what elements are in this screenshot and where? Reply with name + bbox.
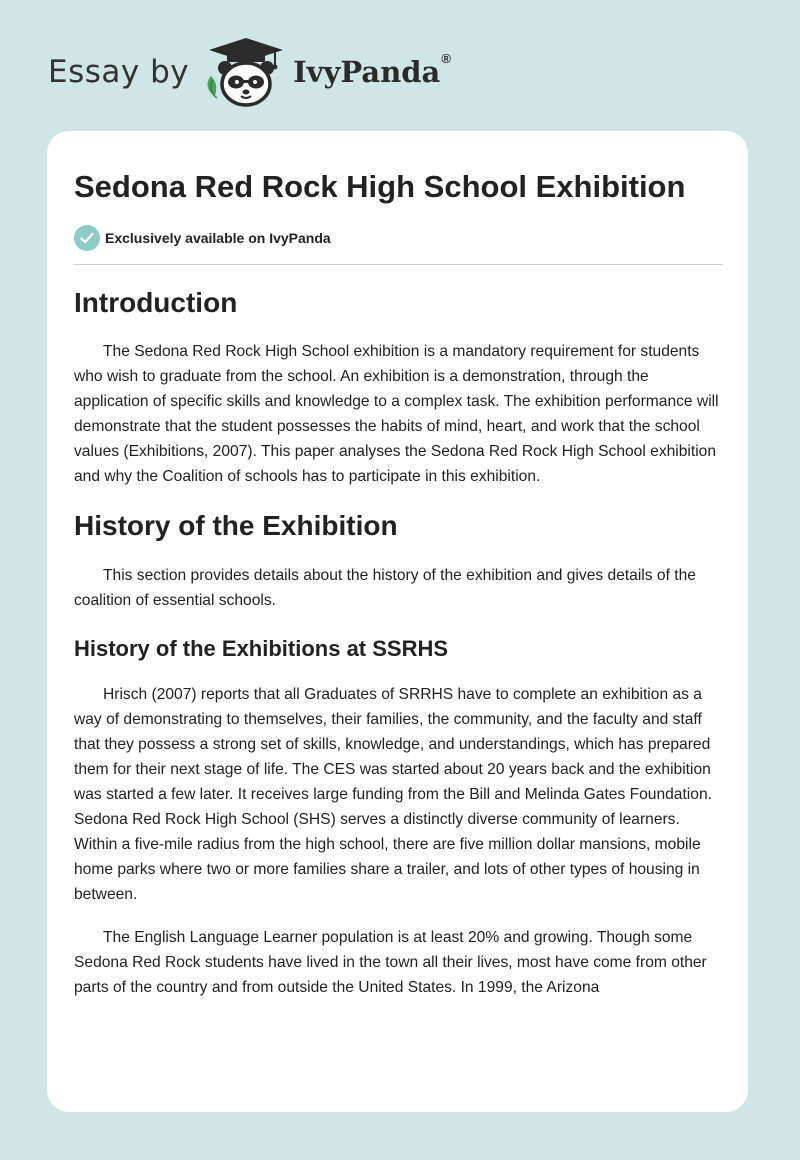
divider [74,264,723,265]
exclusive-badge [74,224,724,252]
paragraph-ssrhs-1: Hrisch (2007) reports that all Graduates of SRRHS have to complete an exhibition as a way of demonstrating to themselves, their families, the community, and the faculty and staff that they possess a strong set of skills, knowledge, and understandings, which has prepared them for their next stage of life. The CES was started about 20 years back and the exhibition was started a few later. It receives large funding from the Bill and Melinda Gates Foundation. Sedona Red Rock High School (SHS) serves a distinctly diverse community of learners. Within a five-mile radius from the high school, there are five million dollar mansions, mobile home parks where two or more families share a trailer, and lots of other types of housing in between. [74,686,712,903]
paragraph-ssrhs-2: The English Language Learner population is at least 20% and growing. Though some Sedona Red Rock students have lived in the town all their lives, most have come from other parts of the country and from outside the United States. In 1999, the Arizona [74,929,707,996]
paragraph-introduction: The Sedona Red Rock High School exhibition is a mandatory requirement for students who wish to graduate from the school. An exhibition is a demonstration, through the application of specific skills and knowledge to a complex task. The exhibition performance will demonstrate that the student possesses the habits of mind, heart, and work that the school values (Exhibitions, 2007). This paper analyses the Sedona Red Rock High School exhibition and why the Coalition of schools has to participate in this exhibition. [74,343,719,485]
check-icon [74,225,100,251]
panda-logo-icon[interactable] [203,36,289,108]
site-header [48,36,451,108]
page-title: Sedona Red Rock High School Exhibition [74,169,686,204]
brand-prefix: Essay by [48,54,190,90]
essay-card [47,131,748,1112]
brand-name[interactable]: IvyPanda® [293,51,451,89]
heading-introduction: Introduction [74,287,238,318]
registered-mark: ® [441,51,451,66]
badge-text: Exclusively available on IvyPanda [105,230,331,246]
heading-ssrhs: History of the Exhibitions at SSRHS [74,636,449,661]
essay-content [74,165,724,1000]
paragraph-history: This section provides details about the history of the exhibition and gives details of the coalition of essential schools. [74,567,696,609]
heading-history: History of the Exhibition [74,510,398,541]
